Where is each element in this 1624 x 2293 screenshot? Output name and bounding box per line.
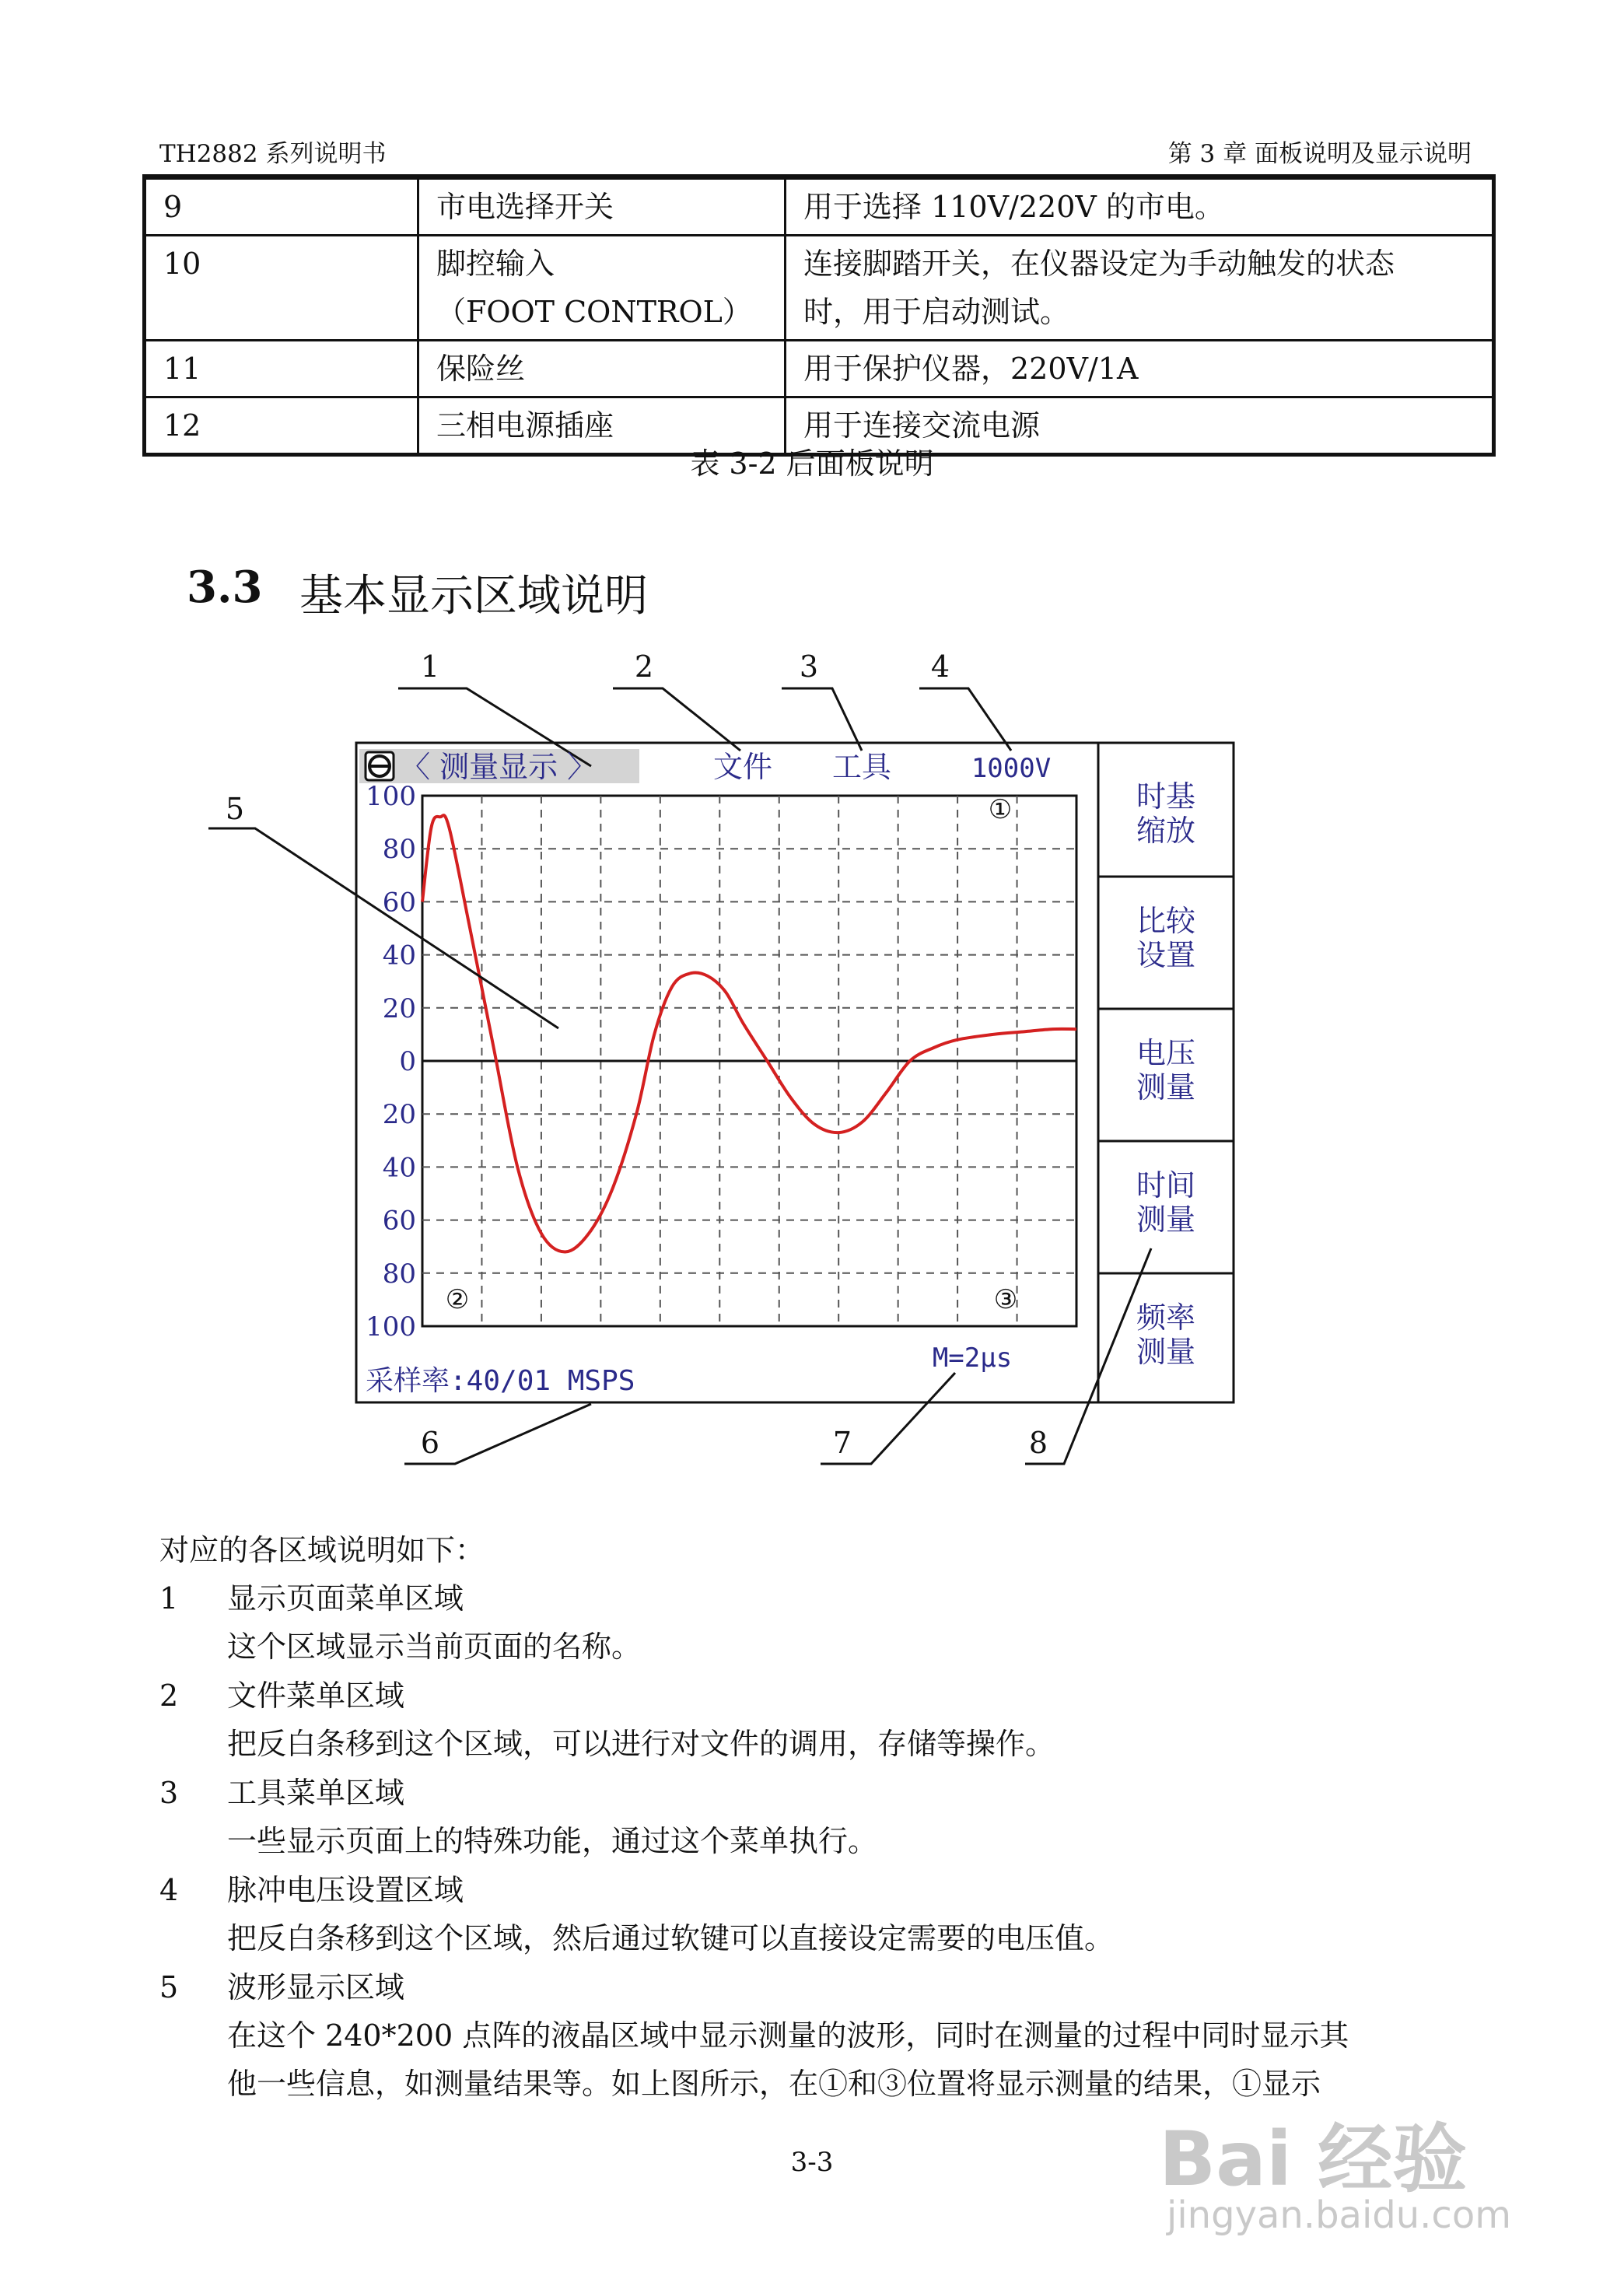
callout-4: 4 [930,649,950,684]
sample-rate: 采样率:40/01 MSPS [366,1365,635,1397]
cell-desc: 用于连接交流电源 [786,397,1494,455]
item-1-no: 1 [159,1581,179,1616]
callout-6: 6 [420,1426,440,1460]
item-2-no: 2 [159,1679,179,1713]
callout-3: 3 [799,649,819,684]
marker-3: ③ [993,1284,1018,1315]
cell-desc-line2: 时，用于启动测试。 [803,295,1070,329]
item-1-text: 这个区域显示当前页面的名称。 [227,1630,642,1664]
softkey-compare-l2[interactable]: 设置 [1136,938,1196,972]
cell-no: 12 [145,397,418,455]
y-tick-label: 80 [382,834,416,866]
softkey-voltage-l2[interactable]: 测量 [1136,1070,1196,1104]
watermark-brand: Bai 经验 [1159,2116,1468,2203]
cell-name: 市电选择开关 [418,179,786,236]
tool-menu: 工具 [831,750,892,784]
softkey-timebase-l2[interactable]: 缩放 [1136,814,1196,848]
softkey-frequency-l1[interactable]: 频率 [1136,1301,1196,1335]
softkey-voltage-l1[interactable]: 电压 [1136,1036,1196,1070]
section-title: 基本显示区域说明 [299,571,648,621]
header-right: 第 3 章 面板说明及显示说明 [1167,140,1472,168]
item-2-title: 文件菜单区域 [227,1679,405,1713]
y-tick-label: 60 [382,1205,416,1237]
callout-8: 8 [1028,1426,1048,1460]
item-4-no: 4 [159,1873,179,1907]
softkey-compare-l1[interactable]: 比较 [1136,904,1196,938]
item-2-text: 把反白条移到这个区域，可以进行对文件的调用，存储等操作。 [227,1727,1055,1761]
y-tick-label: 100 [366,781,416,812]
cell-no: 9 [145,179,418,236]
y-tick-label: 20 [382,1099,416,1131]
section-number: 3.3 [187,562,263,613]
item-5-text-line1: 在这个 240*200 点阵的液晶区域中显示测量的波形，同时在测量的过程中同时显示其 [227,2018,1349,2053]
softkey-time-l1[interactable]: 时间 [1136,1168,1196,1203]
cell-desc: 用于选择 110V/220V 的市电。 [786,179,1494,236]
softkey-frequency-l2[interactable]: 测量 [1136,1335,1196,1369]
item-5-title: 波形显示区域 [227,1970,405,2004]
item-5-no: 5 [159,1970,179,2004]
cell-desc-line1: 连接脚踏开关，在仪器设定为手动触发的状态 [803,247,1395,281]
leader-2 [613,688,740,751]
marker-1: ① [988,794,1013,825]
softkey-timebase-l1[interactable]: 时基 [1136,779,1196,814]
screen-frame [356,743,1234,1402]
item-1-title: 显示页面菜单区域 [227,1581,464,1616]
callout-5: 5 [225,792,245,826]
cell-name-line2: （FOOT CONTROL） [436,295,752,329]
item-3-title: 工具菜单区域 [227,1776,405,1810]
timebase: M=2μs [932,1343,1013,1374]
item-5-text-line2: 他一些信息，如测量结果等。如上图所示，在①和③位置将显示测量的结果，①显示 [227,2067,1321,2101]
y-tick-label: 80 [382,1258,416,1290]
file-menu: 文件 [712,750,773,784]
item-3-no: 3 [159,1776,179,1810]
softkey-time-l2[interactable]: 测量 [1136,1203,1196,1237]
page-menu-label: 〈 测量显示 〉 [401,750,597,784]
header-left: TH2882 系列说明书 [159,140,387,168]
cell-name: 三相电源插座 [418,397,786,455]
leader-4 [919,688,1011,751]
y-tick-label: 0 [399,1046,416,1077]
marker-2: ② [445,1284,470,1315]
cell-name-line1: 脚控输入 [436,247,555,281]
callout-2: 2 [634,649,654,684]
callout-7: 7 [832,1426,852,1460]
callout-1: 1 [420,649,440,684]
item-4-title: 脉冲电压设置区域 [227,1873,464,1907]
y-tick-label: 40 [382,1152,416,1184]
cell-no: 11 [145,341,418,397]
cell-name: 保险丝 [418,341,786,397]
page-number: 3-3 [790,2147,834,2178]
item-3-text: 一些显示页面上的特殊功能，通过这个菜单执行。 [227,1824,878,1858]
cell-desc: 用于保护仪器，220V/1A [786,341,1494,397]
y-tick-label: 20 [382,992,416,1024]
item-4-text: 把反白条移到这个区域，然后通过软键可以直接设定需要的电压值。 [227,1921,1115,1955]
explanation-intro: 对应的各区域说明如下： [159,1533,485,1567]
cell-no: 10 [145,236,418,341]
leader-3 [782,688,862,751]
y-tick-label: 40 [382,940,416,971]
watermark-url: jingyan.baidu.com [1167,2193,1511,2237]
voltage-value: 1000V [971,753,1052,784]
y-tick-label: 60 [382,887,416,919]
table-caption: 表 3-2 后面板说明 [690,446,934,481]
y-tick-label: 100 [366,1311,416,1343]
